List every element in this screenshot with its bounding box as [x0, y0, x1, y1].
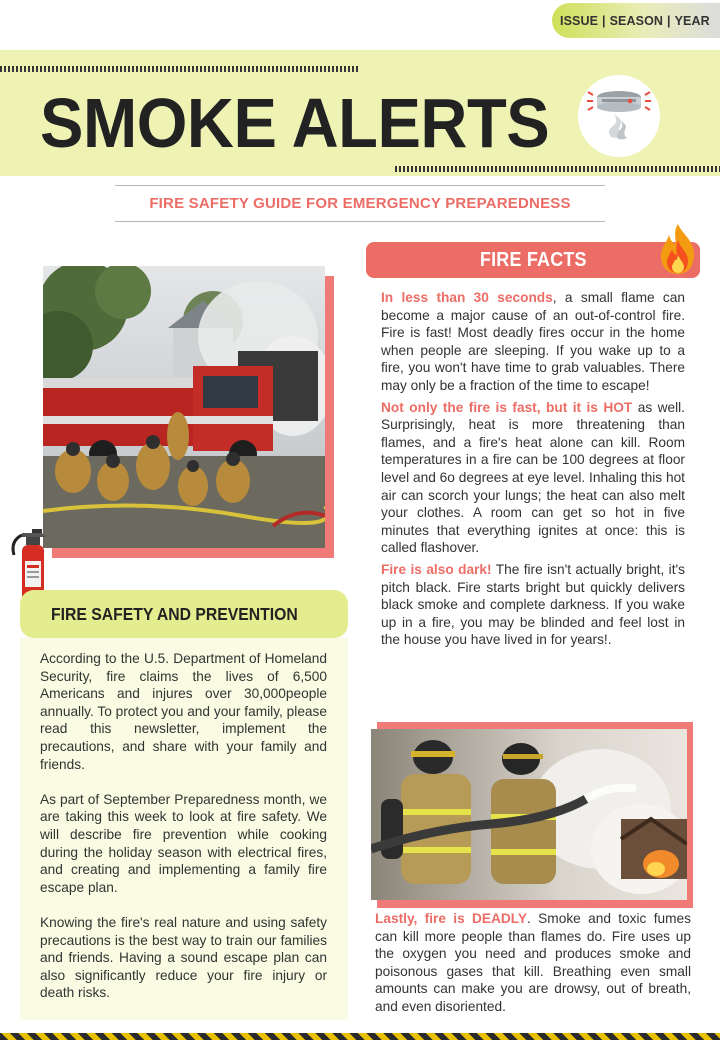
hatch-divider [395, 166, 720, 172]
firefighters-truck-photo [43, 266, 325, 548]
fact-text: . Smoke and toxic fumes can kill more people than flames do. Fire uses up the oxygen you need and produces smoke and poisonous gases that kill. Breathing even small amounts can make you are drowsy, out of breath, and even disoriented. [375, 911, 691, 1014]
issue-badge [552, 3, 720, 38]
year-label: YEAR [674, 13, 710, 28]
fire-safety-title: FIRE SAFETY AND PREVENTION [51, 603, 298, 624]
subtitle-band [115, 185, 605, 222]
flame-icon [656, 222, 700, 276]
fact-highlight: Lastly, fire is DEADLY [375, 911, 528, 926]
season-label: SEASON [609, 13, 664, 28]
separator: | [602, 13, 606, 28]
fire-safety-header [20, 590, 348, 638]
safety-paragraph: Knowing the fire's real nature and using safety precautions is the best way to train our families and friends. Having a sound escape plan can also significantly reduce your fire injury or death risks. [40, 914, 327, 1001]
fact-text: , a small flame can become a major cause of an out-of-control fire. Fire is fast! Most deadly fires occur in the home when people are sleeping. If you wake up to a fire, you won't have time to grab valuables. There may only be a fraction of the time to escape! [381, 290, 685, 393]
smoke-alarm-icon [578, 75, 660, 157]
fact-highlight: Fire is also dark! [381, 561, 492, 577]
issue-label: ISSUE [560, 13, 599, 28]
safety-paragraph: As part of September Preparedness month, we are taking this week to look at fire safety. We will describe fire prevention while cooking during the holiday season with electrical fires, and creating and implementing a family fire escape plan. [40, 791, 327, 895]
footer-hazard-stripe [0, 1033, 720, 1040]
smoke-alarm-badge [578, 75, 660, 157]
page-title: SMOKE ALERTS [40, 84, 550, 162]
fire-facts-header [366, 242, 700, 278]
firefighters-hose-photo [371, 729, 687, 900]
fact-paragraph [381, 289, 685, 395]
hatch-divider [0, 66, 360, 72]
separator: | [667, 13, 671, 28]
fire-facts-body [381, 289, 685, 653]
deadly-fact [375, 910, 691, 1016]
fact-paragraph [381, 399, 685, 557]
fact-highlight: Not only the fire is fast, but it is HOT [381, 399, 633, 415]
fire-facts-title: FIRE FACTS [479, 248, 587, 271]
safety-paragraph: According to the U.5. Department of Homeland Security, fire claims the lives of 6,500 Americans and injures over 30,000people annually. To protect you and your family, please read this newsletter, implement the precautions, and share with your family and friends. [40, 651, 327, 772]
fire-safety-body [40, 650, 327, 1019]
fact-text: The fire isn't actually bright, it's pitch black. Fire starts bright but quickly delivers black smoke and complete darkness. If you wake up in a fire, you may be blinded and feel lost in the house you have lived in for years!. [381, 561, 685, 648]
fact-paragraph [381, 561, 685, 649]
subtitle: FIRE SAFETY GUIDE FOR EMERGENCY PREPAREDNESS [149, 195, 571, 212]
fact-highlight: In less than 30 seconds [381, 290, 553, 305]
fact-text: as well. Surprisingly, heat is more threatening than flames, and a fire's heat alone can kill. Room temperatures in a fire can be 100 degrees at floor level and 6o degrees at eye level. Inhaling this hot air can scorch your lungs; the heat can also melt your clothes. A room can get so hot in five minutes that everything ignites at once: this is called flashover. [381, 399, 685, 556]
